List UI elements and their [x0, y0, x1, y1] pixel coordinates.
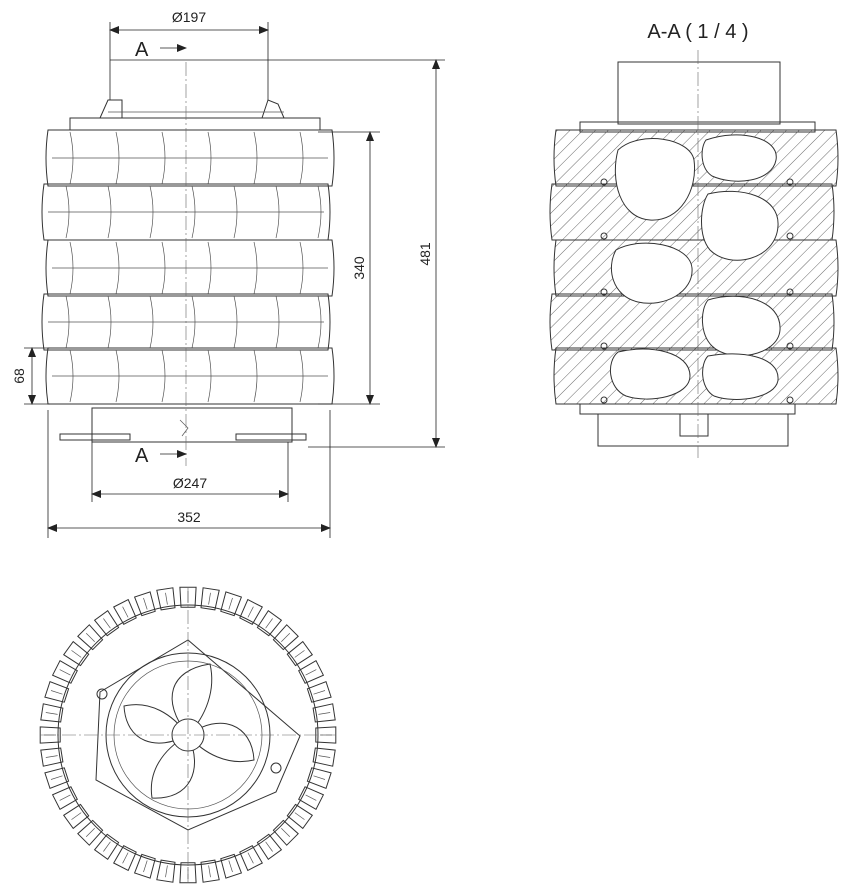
section-row	[550, 184, 834, 240]
section-title: A-A ( 1 / 4 )	[647, 21, 749, 43]
section-hub	[680, 414, 708, 436]
top-view	[40, 587, 336, 883]
base-flange-left	[60, 434, 130, 440]
base-flange-right	[236, 434, 306, 440]
section-row	[550, 294, 834, 350]
dimension-top-diameter	[110, 9, 268, 100]
screw-right	[271, 763, 281, 773]
dim-base-height-label: 68	[11, 368, 27, 384]
right-bracket	[262, 100, 284, 118]
top-pipe	[618, 62, 780, 124]
dim-total-height-label: 481	[417, 242, 433, 266]
section-marker-top: A	[135, 39, 149, 61]
section-lower-drum	[598, 414, 788, 446]
section-marker-bottom: A	[135, 445, 149, 467]
section-row	[554, 348, 838, 404]
section-row	[554, 130, 838, 186]
dim-top-diameter-label: Ø197	[171, 9, 207, 25]
front-view	[42, 39, 334, 467]
top-collar	[70, 118, 320, 130]
stone-rows	[42, 130, 334, 404]
left-bracket	[100, 100, 122, 118]
dim-bottom-diameter-label: Ø247	[172, 475, 208, 491]
dim-stack-height-label: 340	[351, 256, 367, 280]
dim-width-label: 352	[177, 509, 201, 525]
section-base-plate	[580, 404, 795, 414]
section-row	[554, 240, 838, 296]
dimension-bottom-diameter	[92, 442, 288, 502]
section-view	[550, 21, 838, 458]
dimension-base-height	[11, 348, 50, 404]
lower-drum	[92, 408, 292, 442]
